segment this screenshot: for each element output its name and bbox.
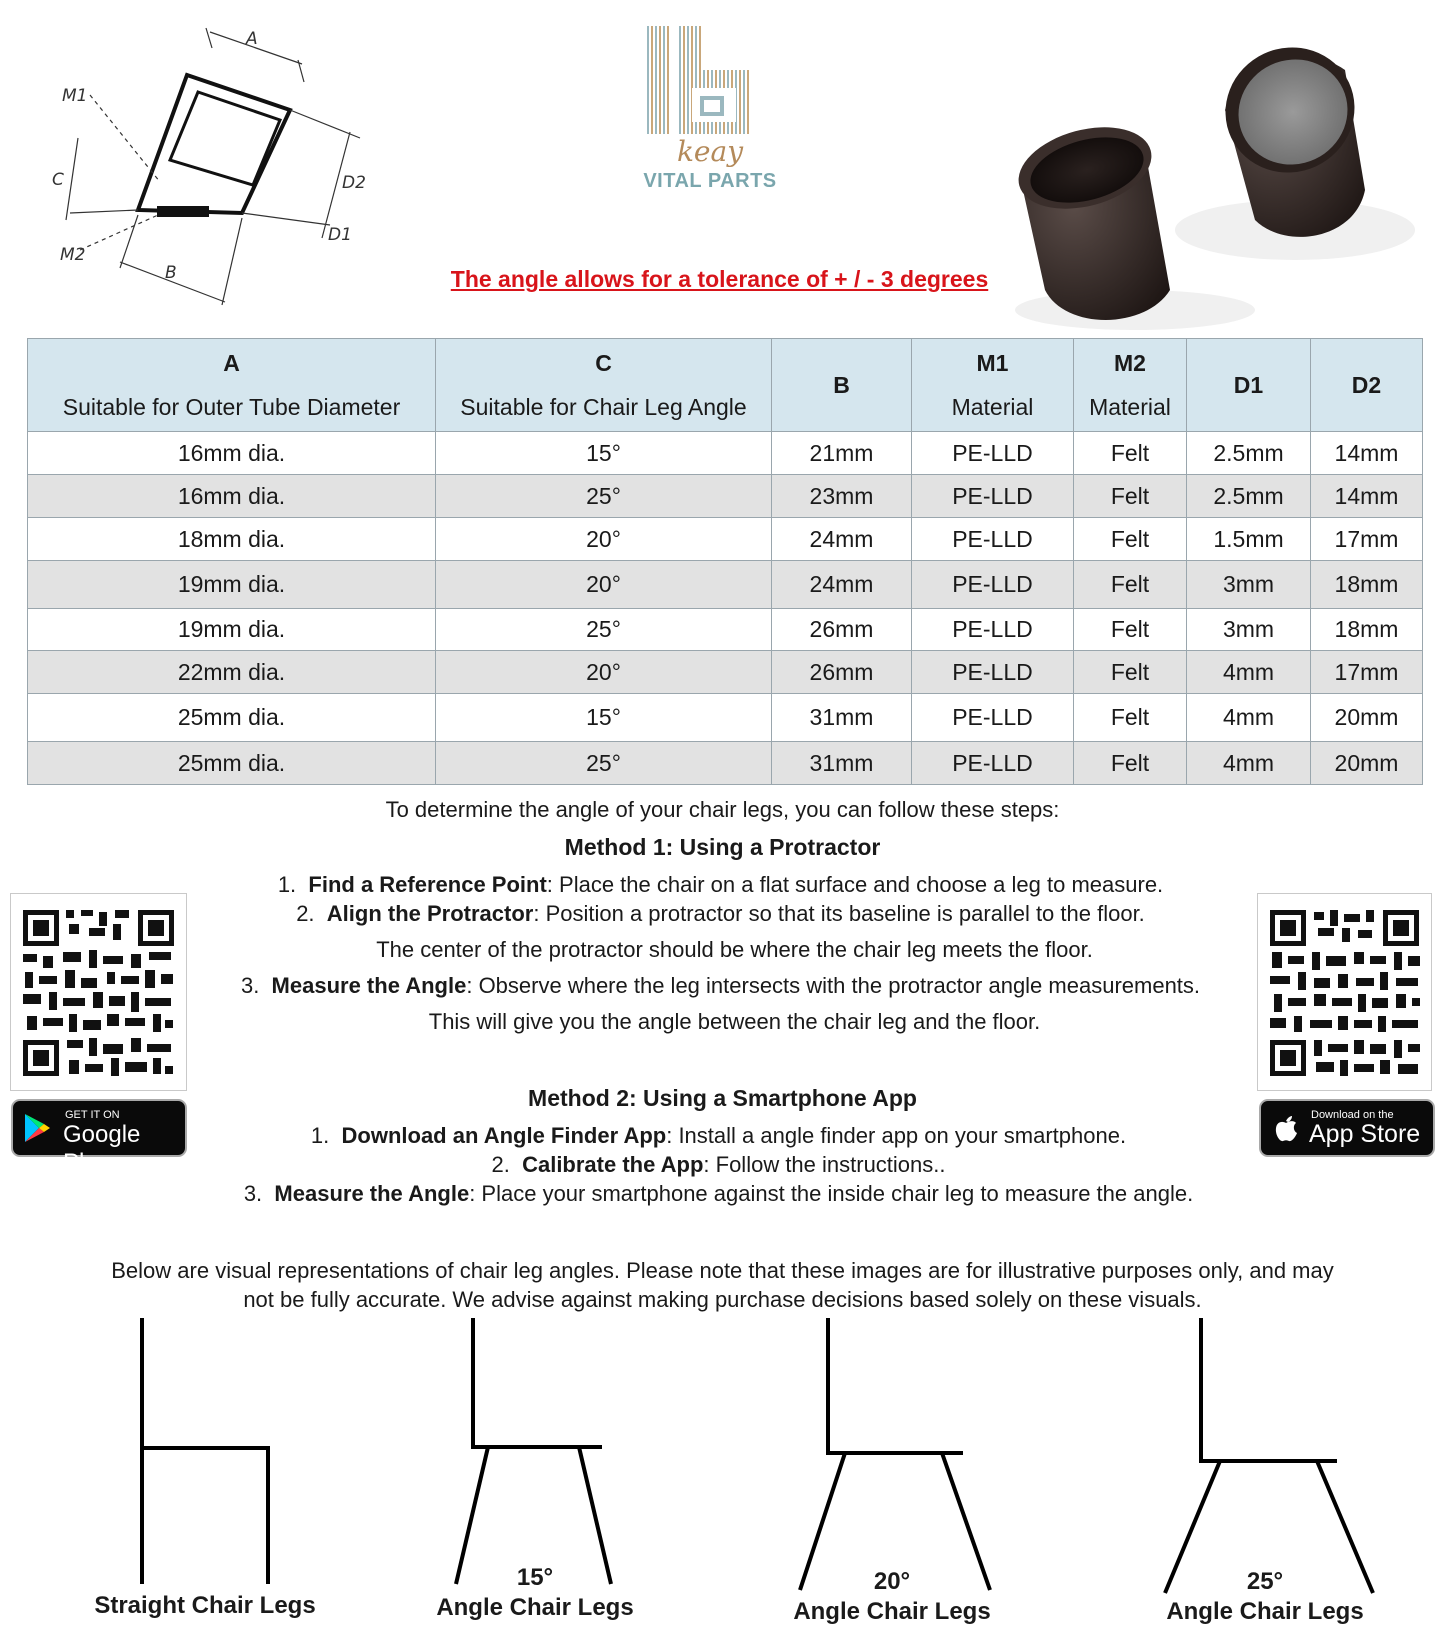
- diagram-label-m2: M2: [60, 245, 86, 265]
- diagram-label-c: C: [52, 170, 64, 190]
- table-cell: 3mm: [1187, 561, 1311, 609]
- table-row: [28, 694, 1423, 742]
- diagram-label-d1: D1: [328, 225, 352, 245]
- table-cell: 19mm dia.: [28, 609, 436, 651]
- table-row: [28, 518, 1423, 561]
- table-cell: 4mm: [1187, 742, 1311, 785]
- chair-15-label: Angle Chair Legs: [436, 1594, 634, 1621]
- table-cell: 19mm dia.: [28, 561, 436, 609]
- spec-table: [27, 338, 1423, 785]
- app-store-small-text: Download on the: [1311, 1109, 1394, 1121]
- table-cell: 4mm: [1187, 651, 1311, 694]
- header-d2: D2: [1311, 339, 1423, 432]
- table-cell: 20mm: [1311, 694, 1423, 742]
- table-row: [28, 561, 1423, 609]
- table-cell: 20°: [436, 518, 772, 561]
- chair-20-degree: 20°: [873, 1568, 911, 1595]
- table-cell: 22mm dia.: [28, 651, 436, 694]
- qr-code-icon: [11, 894, 186, 1090]
- header-m2: M2 Material: [1074, 339, 1187, 432]
- table-cell: 17mm: [1311, 651, 1423, 694]
- table-cell: 16mm dia.: [28, 432, 436, 475]
- table-cell: 25°: [436, 609, 772, 651]
- table-row: [28, 475, 1423, 518]
- table-cell: 21mm: [772, 432, 912, 475]
- table-cell: PE-LLD: [912, 742, 1074, 785]
- chair-25-label: Angle Chair Legs: [1166, 1598, 1364, 1625]
- table-cell: 24mm: [772, 561, 912, 609]
- method1-step3: 3. Measure the Angle: Observe where the leg intersects with the protractor angle measurements.: [240, 973, 1201, 998]
- table-cell: 15°: [436, 694, 772, 742]
- table-cell: 20°: [436, 561, 772, 609]
- table-cell: 3mm: [1187, 609, 1311, 651]
- header-c: C Suitable for Chair Leg Angle: [436, 339, 772, 432]
- table-cell: PE-LLD: [912, 432, 1074, 475]
- table-cell: PE-LLD: [912, 651, 1074, 694]
- method2-title: Method 2: Using a Smartphone App: [528, 1085, 917, 1111]
- table-cell: 24mm: [772, 518, 912, 561]
- table-cell: 16mm dia.: [28, 475, 436, 518]
- method1-step1: 1. Find a Reference Point: Place the chair on a flat surface and choose a leg to measure.: [277, 872, 1164, 897]
- table-cell: 25°: [436, 475, 772, 518]
- table-cell: 18mm: [1311, 561, 1423, 609]
- tolerance-note: The angle allows for a tolerance of + / - 3 degrees: [450, 266, 989, 292]
- google-play-small-text: GET IT ON: [65, 1109, 120, 1121]
- header-b: B: [772, 339, 912, 432]
- table-cell: 18mm: [1311, 609, 1423, 651]
- table-cell: 18mm dia.: [28, 518, 436, 561]
- brand-name: VITAL PARTS: [643, 170, 777, 192]
- app-store-badge[interactable]: [1259, 1099, 1435, 1157]
- chair-15-frame: [473, 1318, 602, 1447]
- header-m1: M1 Material: [912, 339, 1074, 432]
- method2-step2: 2. Calibrate the App: Follow the instructions..: [491, 1152, 946, 1177]
- google-play-big-text: Google Play: [63, 1121, 141, 1176]
- table-cell: Felt: [1074, 561, 1187, 609]
- diagram-label-b: B: [165, 263, 177, 283]
- apple-icon: [1273, 1113, 1299, 1143]
- google-play-qr[interactable]: [10, 893, 187, 1091]
- table-cell: 1.5mm: [1187, 518, 1311, 561]
- header-d1: D1: [1187, 339, 1311, 432]
- table-cell: Felt: [1074, 651, 1187, 694]
- table-cell: 2.5mm: [1187, 432, 1311, 475]
- table-cell: PE-LLD: [912, 609, 1074, 651]
- table-cell: Felt: [1074, 432, 1187, 475]
- table-cell: Felt: [1074, 694, 1187, 742]
- google-play-icon: [23, 1112, 51, 1144]
- method1-title: Method 1: Using a Protractor: [564, 834, 881, 860]
- app-store-qr[interactable]: [1257, 893, 1432, 1091]
- table-cell: 23mm: [772, 475, 912, 518]
- table-cell: 31mm: [772, 694, 912, 742]
- chair-25-frame: [1201, 1318, 1337, 1461]
- brand-script: keay: [676, 135, 744, 168]
- table-cell: Felt: [1074, 475, 1187, 518]
- table-row: [28, 609, 1423, 651]
- method1-step2-continued: The center of the protractor should be where the chair leg meets the floor.: [376, 937, 1093, 962]
- table-cell: Felt: [1074, 518, 1187, 561]
- table-cell: PE-LLD: [912, 518, 1074, 561]
- table-cell: Felt: [1074, 742, 1187, 785]
- table-cell: 31mm: [772, 742, 912, 785]
- visual-note-line-2: not be fully accurate. We advise against making purchase decisions based solely on these visuals.: [243, 1287, 1202, 1312]
- chair-20-frame: [828, 1318, 963, 1453]
- diagram-label-m1: M1: [62, 86, 88, 106]
- table-cell: Felt: [1074, 609, 1187, 651]
- table-cell: 25mm dia.: [28, 694, 436, 742]
- table-cell: 17mm: [1311, 518, 1423, 561]
- straight-chair-seat-leg: [142, 1448, 268, 1584]
- table-cell: 26mm: [772, 651, 912, 694]
- table-cell: 14mm: [1311, 475, 1423, 518]
- brand-logo-icon: [640, 22, 760, 138]
- header-a: A Suitable for Outer Tube Diameter: [28, 339, 436, 432]
- method1-step2: 2. Align the Protractor: Position a protractor so that its baseline is parallel to the floor.: [296, 901, 1145, 926]
- table-header-row: [28, 339, 1423, 432]
- chair-15-degree: 15°: [516, 1564, 554, 1591]
- table-row: [28, 651, 1423, 694]
- table-cell: 2.5mm: [1187, 475, 1311, 518]
- table-cell: 15°: [436, 432, 772, 475]
- table-row: [28, 432, 1423, 475]
- table-cell: PE-LLD: [912, 475, 1074, 518]
- visual-note-line-1: Below are visual representations of chair leg angles. Please note that these images are for illustrative purposes only, and may: [111, 1258, 1334, 1283]
- table-cell: PE-LLD: [912, 694, 1074, 742]
- app-store-big-text: App Store: [1309, 1120, 1421, 1148]
- google-play-badge[interactable]: [11, 1099, 187, 1176]
- instructions-intro: To determine the angle of your chair legs, you can follow these steps:: [385, 797, 1060, 822]
- table-cell: 20mm: [1311, 742, 1423, 785]
- table-cell: 25°: [436, 742, 772, 785]
- diagram-label-a: A: [246, 29, 258, 49]
- method2-step1: 1. Download an Angle Finder App: Install a angle finder app on your smartphone.: [310, 1123, 1127, 1148]
- straight-chair-label: Straight Chair Legs: [94, 1592, 316, 1619]
- table-cell: 14mm: [1311, 432, 1423, 475]
- table-cell: 20°: [436, 651, 772, 694]
- table-cell: 4mm: [1187, 694, 1311, 742]
- chair-25-degree: 25°: [1246, 1568, 1284, 1595]
- method1-step3-continued: This will give you the angle between the chair leg and the floor.: [428, 1009, 1041, 1034]
- visual-note: [40, 1256, 1405, 1314]
- table-row: [28, 742, 1423, 785]
- chair-20-label: Angle Chair Legs: [793, 1598, 991, 1625]
- table-cell: 26mm: [772, 609, 912, 651]
- chair-leg-drawings: [0, 1310, 1445, 1610]
- table-cell: 25mm dia.: [28, 742, 436, 785]
- diagram-label-d2: D2: [342, 173, 366, 193]
- table-cell: PE-LLD: [912, 561, 1074, 609]
- qr-code-icon: [1258, 894, 1431, 1090]
- method2-step3: 3. Measure the Angle: Place your smartphone against the inside chair leg to measure the angle.: [243, 1181, 1194, 1206]
